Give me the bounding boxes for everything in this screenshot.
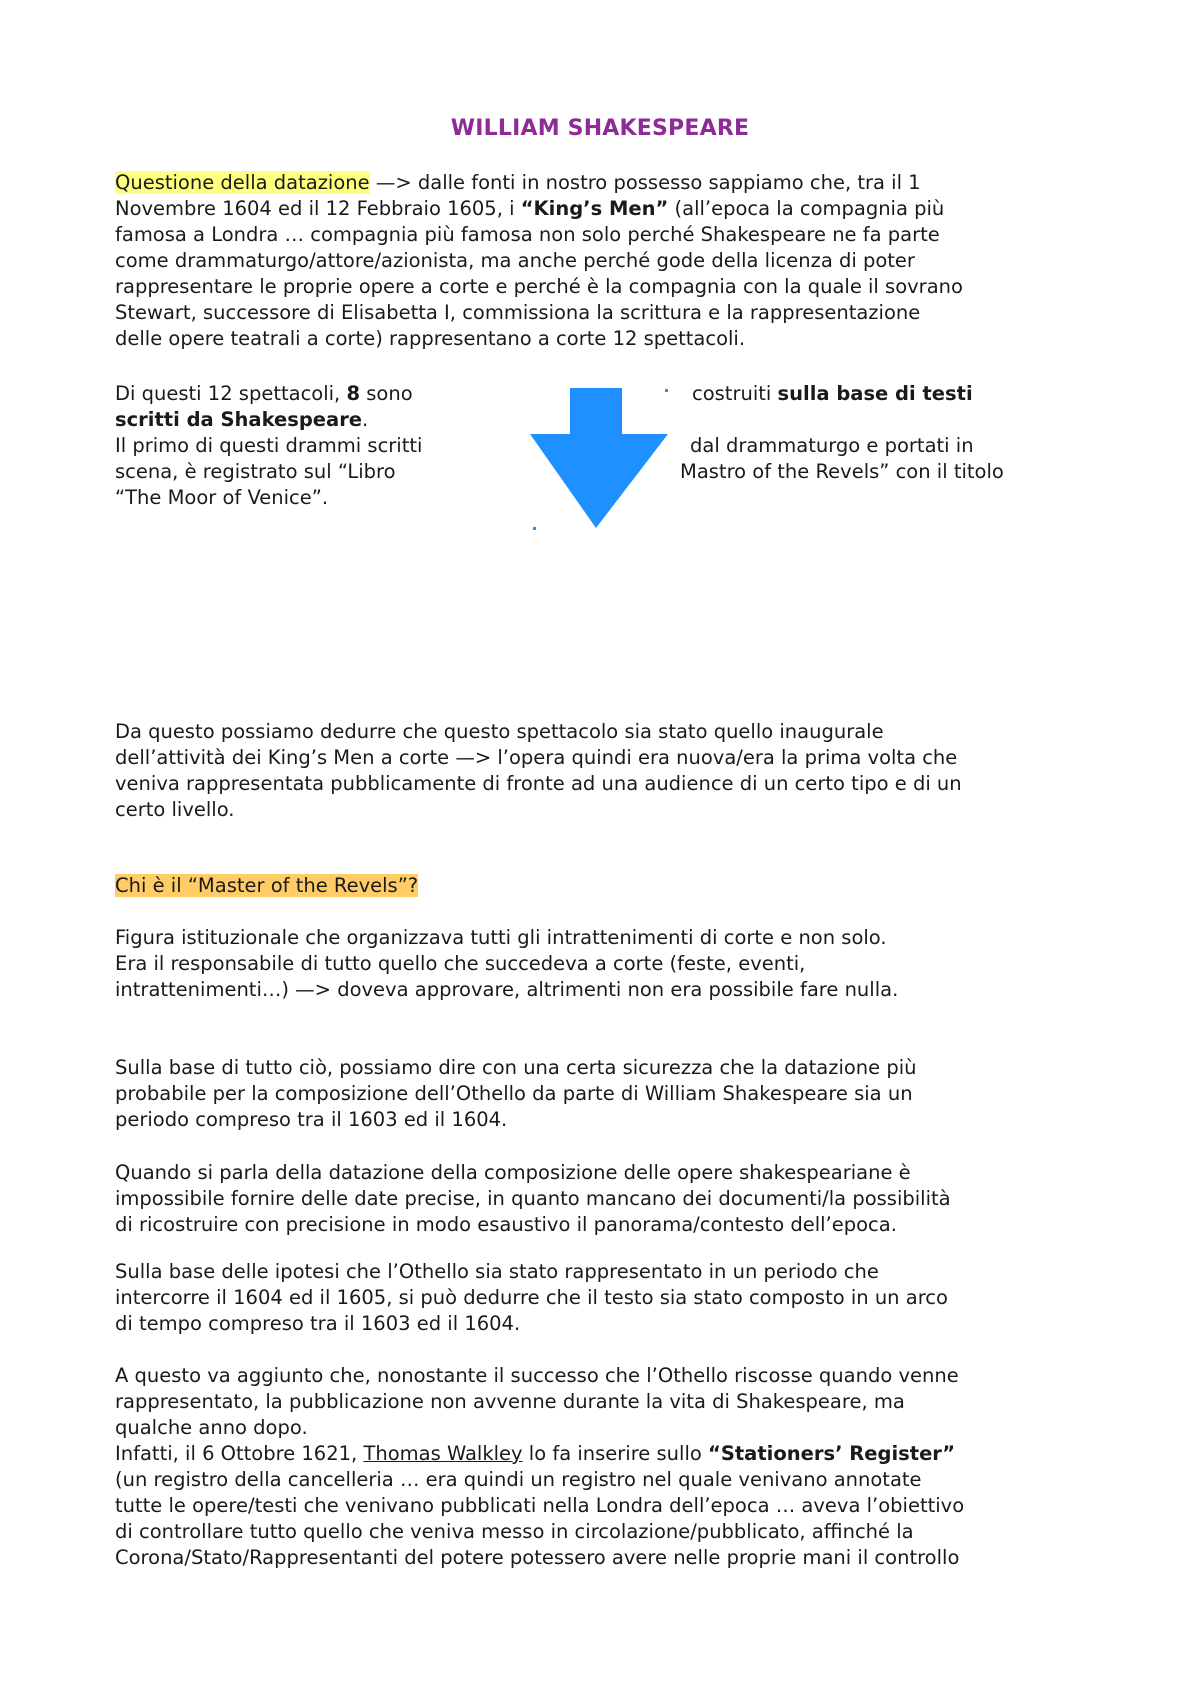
kings-men-bold: “King’s Men” <box>520 197 669 220</box>
paragraph-pubblicazione: A questo va aggiunto che, nonostante il successo che l’Othello riscosse quando venne rappresentato, la pubblicazione non avvenne durante la vita di Shakespeare, ma qualche anno dopo. Infatti, il 6 Ottobre 1621, Thomas Walkley lo fa inserire sullo “Stationers’ Register” (un registro della cancelleria … era quindi un registro nel quale venivano annotate tutte le opere/testi che venivano pubblicati nella Londra dell’epoca … aveva l’obiettivo di controllare tutto quello che veniva messo in circolazione/pubblicato, affinché la Corona/Stato/Rappresentanti del potere potessero avere nelle proprie mani il controllo <box>115 1364 965 1569</box>
arrow-artifact <box>665 389 668 392</box>
down-arrow-icon <box>530 388 670 533</box>
stationers-register-bold: “Stationers’ Register” <box>708 1442 956 1465</box>
paragraph-ipotesi: Sulla base delle ipotesi che l’Othello sia stato rappresentato in un periodo che intercorre il 1604 ed il 1605, si può dedurre che il testo sia stato composto in un arco di tempo compreso tra il 1603 ed il 1604. <box>115 1260 948 1335</box>
paragraph-figura: Figura istituzionale che organizzava tutti gli intrattenimenti di corte e non solo. Era il responsabile di tutto quello che succedeva a corte (feste, eventi, intrattenimenti…) —> doveva approvare, altrimenti non era possibile fare nulla. <box>115 926 899 1001</box>
paragraph-datazione: Questione della datazione —> dalle fonti in nostro possesso sappiamo che, tra il 1 Novembre 1604 ed il 12 Febbraio 1605, i “King’s Men” (all’epoca la compagnia più famosa a Londra … compagnia più famosa non solo perché Shakespeare ne fa parte come drammaturgo/attore/azionista, ma anche perché gode della licenza di poter rappresentare le proprie opere a corte e perché è la compagnia con la quale il sovrano Stewart, successore di Elisabetta I, commissiona la scrittura e la rappresentazione delle opere teatrali a corte) rappresentano a corte 12 spettacoli. <box>115 171 963 350</box>
document-title: WILLIAM SHAKESPEARE <box>450 116 750 141</box>
paragraph-sicurezza: Sulla base di tutto ciò, possiamo dire con una certa sicurezza che la datazione più probabile per la composizione dell’Othello da parte di William Shakespeare sia un periodo compreso tra il 1603 ed il 1604. <box>115 1056 917 1131</box>
document-page: WILLIAM SHAKESPEARE Questione della datazione —> dalle fonti in nostro possesso sappiamo che, tra il 1 Novembre 1604 ed il 12 Febbraio 1605, i “King’s Men” (all’epoca la compagnia più famosa a Londra … compagnia più famosa non solo perché Shakespeare ne fa parte come drammaturgo/attore/azionista, ma anche perché gode della licenza di poter rappresentare le proprie opere a corte e perché è la compagnia con la quale il sovrano Stewart, successore di Elisabetta I, commissiona la scrittura e la rappresentazione delle opere teatrali a corte) rappresentano a corte 12 spettacoli. Di questi 12 spettacoli, 8 sono costruiti sulla base di testi scritti da Shakespeare. Il primo di questi drammi scritti dal drammaturgo e portati in scena, è registrato sul “Libro Mastro of the Revels” con il titolo “The Moor of Venice”. Da questo possiamo dedurre che questo spettacolo sia stato quello inaugurale dell’attività dei King’s Men a corte —> l’opera quindi era nuova/era la prima volta che veniva rappresentata pubblicamente di fronte ad una audience di un certo tipo e di un certo livello. Chi è il “Master of the Revels”? Figura istituzionale che organizzava tutti gli intrattenimenti di corte e non solo. Era il responsabile di tutto quello che succedeva a corte (feste, eventi, intrattenimenti…) —> doveva approvare, altrimenti non era possibile fare nulla. Sulla base di tutto ciò, possiamo dire con una certa sicurezza che la datazione più probabile per la composizione dell’Othello da parte di William Shakespeare sia un periodo compreso tra il 1603 ed il 1604. Quando si parla della datazione della composizione delle opere shakespeariane è impossibile fornire delle date precise, in quanto mancano dei documenti/la possibilità di ricostruire con precisione in modo esaustivo il panorama/contesto dell’epoca. Sulla base delle ipotesi che l’Othello sia stato rappresentato in un periodo che intercorre il 1604 ed il 1605, si può dedurre che il testo sia stato composto in un arco di tempo compreso tra il 1603 ed il 1604. A questo va aggiunto che, nonostante il successo che l’Othello riscosse quando venne rappresentato, la pubblicazione non avvenne durante la vita di Shakespeare, ma qualche anno dopo. Infatti, il 6 Ottobre 1621, Thomas Walkley lo fa inserire sullo “Stationers’ Register” (un registro della cancelleria … era quindi un registro nel quale venivano annotate tutte le opere/testi che venivano pubblicati nella Londra dell’epoca … aveva l’obiettivo di controllare tutto quello che veniva messo in circolazione/pubblicato, affinché la Corona/Stato/Rappresentanti del potere potessero avere nelle proprie mani il controllo <box>0 0 1200 1698</box>
paragraph-date-precise: Quando si parla della datazione della composizione delle opere shakespeariane è impossibile fornire delle date precise, in quanto mancano dei documenti/la possibilità di ricostruire con precisione in modo esaustivo il panorama/contesto dell’epoca. <box>115 1161 951 1236</box>
arrow-artifact <box>533 527 536 530</box>
thomas-walkley-underlined: Thomas Walkley <box>363 1442 523 1465</box>
highlighted-heading: Questione della datazione <box>115 171 370 194</box>
section-heading-master-revels: Chi è il “Master of the Revels”? <box>115 874 419 897</box>
paragraph-deduzione: Da questo possiamo dedurre che questo spettacolo sia stato quello inaugurale dell’attività dei King’s Men a corte —> l’opera quindi era nuova/era la prima volta che veniva rappresentata pubblicamente di fronte ad una audience di un certo tipo e di un certo livello. <box>115 720 962 821</box>
